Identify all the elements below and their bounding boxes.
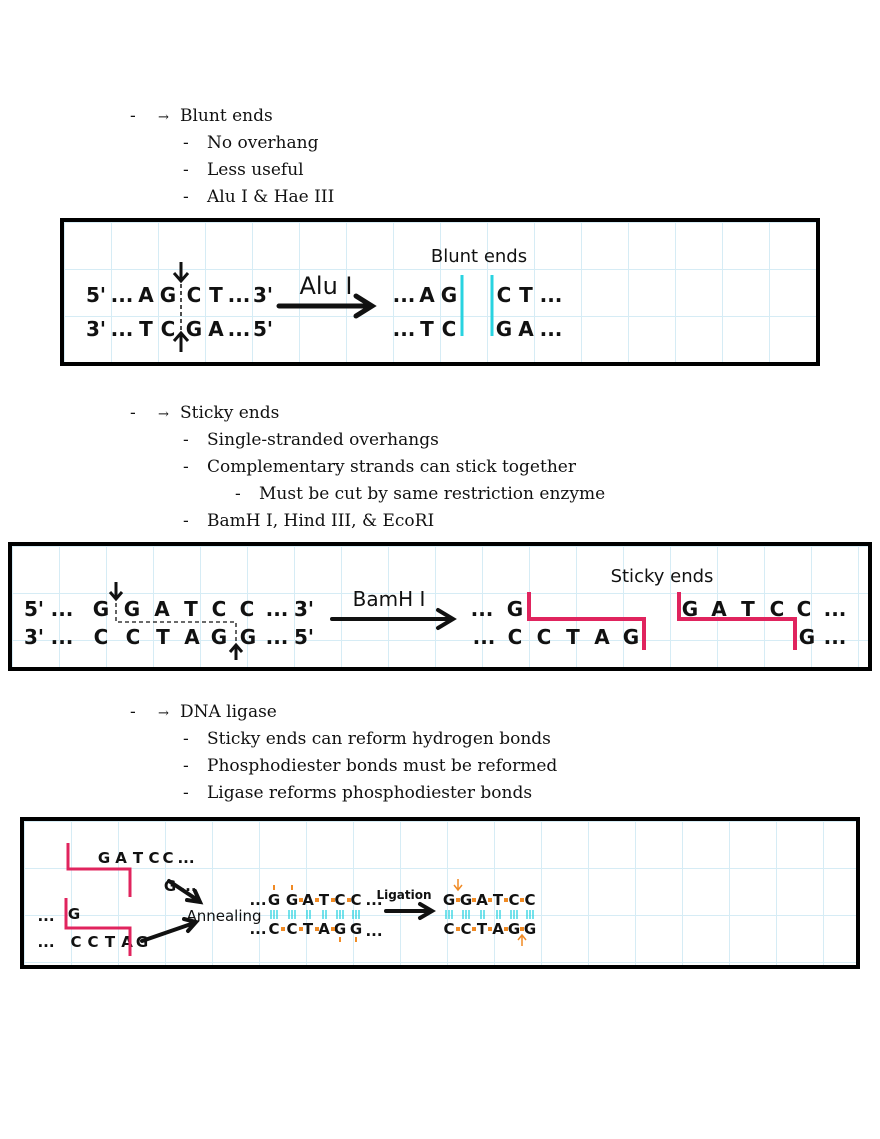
ellipsis: ... [179,877,197,895]
list-item: Sticky ends can reform hydrogen bonds [207,729,551,749]
five-prime-label: 5' [252,317,274,341]
base: G [97,849,111,867]
blunt-ends-diagram [60,218,820,366]
five-prime-label: 5' [85,283,107,307]
arrow-icon: → [158,706,169,721]
ellipsis: ... [110,317,134,341]
result-label: Blunt ends [430,246,528,267]
base: C [268,920,280,938]
three-prime-label: 3' [85,317,107,341]
enzyme-label: BamH I [352,587,426,611]
bullet-dash: - [183,430,189,450]
base: C [508,891,520,909]
ellipsis: ... [539,317,563,341]
ligation-diagram [20,817,860,969]
base: G [440,283,458,307]
base: A [476,891,488,909]
ellipsis: ... [265,597,289,621]
ellipsis: ... [177,849,195,867]
ellipsis: ... [50,625,74,649]
blunt-heading: Blunt ends [180,106,273,126]
sticky-heading: Sticky ends [180,403,280,423]
bullet-dash: - [183,187,189,207]
ellipsis: ... [50,597,74,621]
ellipsis: ... [392,317,416,341]
arrow-icon: → [158,407,169,422]
base: C [160,317,176,341]
ellipsis: ... [249,891,267,909]
bullet-dash: - [130,106,136,126]
base: G [135,933,149,951]
ellipsis: ... [227,283,251,307]
base: T [184,597,198,621]
base: T [209,283,223,307]
base: A [208,317,224,341]
list-item: Less useful [207,160,304,180]
base: C [211,597,227,621]
bullet-dash: - [235,484,241,504]
base: T [104,933,116,951]
base: A [302,891,314,909]
base: T [492,891,504,909]
base: C [524,891,536,909]
base: G [507,920,521,938]
base: G [285,891,299,909]
five-prime-label: 5' [23,597,45,621]
bullet-dash: - [183,511,189,531]
base: C [125,625,141,649]
list-item: Ligase reforms phosphodiester bonds [207,783,533,803]
base: G [123,597,141,621]
ellipsis: ... [37,933,55,951]
bullet-dash: - [183,160,189,180]
hydrogen-bonds [271,910,359,919]
three-prime-label: 3' [293,597,315,621]
base: A [115,849,127,867]
base: G [523,920,537,938]
three-prime-label: 3' [23,625,45,649]
ligase-heading: DNA ligase [180,702,277,722]
base: C [334,891,346,909]
base: G [163,877,177,895]
base: C [769,597,785,621]
base: G [239,625,257,649]
base: T [139,317,153,341]
ellipsis: ... [472,625,496,649]
base: C [796,597,812,621]
base: G [333,920,347,938]
ligation-arrow-icon [386,904,432,918]
ellipsis: ... [539,283,563,307]
base: A [184,625,200,649]
base: A [318,920,330,938]
annealing-label: Annealing [186,907,262,925]
base: G [622,625,640,649]
base: C [460,920,472,938]
base: T [566,625,580,649]
base: A [419,283,435,307]
base: G [681,597,699,621]
enzyme-label: Alu I [299,272,353,300]
base: T [476,920,488,938]
bullet-dash: - [183,729,189,749]
base: T [741,597,755,621]
base: C [70,933,82,951]
base: C [507,625,523,649]
ellipsis: ... [365,891,383,909]
base: G [459,891,473,909]
ellipsis: ... [249,920,267,938]
cut-arrow-down-icon [174,262,188,281]
base: T [420,317,434,341]
list-item: BamH I, Hind III, & EcoRI [207,511,435,531]
five-prime-label: 5' [293,625,315,649]
base: G [159,283,177,307]
ellipsis: ... [823,597,847,621]
base: C [162,849,174,867]
ellipsis: ... [365,922,383,940]
bullet-dash: - [130,403,136,423]
base: C [186,283,202,307]
base: C [286,920,298,938]
base: T [318,891,330,909]
bullet-dash: - [183,756,189,776]
base: G [798,625,816,649]
base: C [148,849,160,867]
base: C [239,597,255,621]
base: A [138,283,154,307]
base: A [518,317,534,341]
base: A [121,933,133,951]
ellipsis: ... [110,283,134,307]
base: G [506,597,524,621]
base: G [442,891,456,909]
base: C [443,920,455,938]
base: C [441,317,457,341]
base: G [92,597,110,621]
base: T [156,625,170,649]
base: G [185,317,203,341]
ellipsis: ... [392,283,416,307]
list-item: Phosphodiester bonds must be reformed [207,756,558,776]
list-item: Complementary strands can stick together [207,457,576,477]
three-prime-label: 3' [252,283,274,307]
bullet-dash: - [183,457,189,477]
cut-arrow-down-icon [110,582,122,599]
ellipsis: ... [265,625,289,649]
base: G [267,891,281,909]
base: G [67,905,81,923]
ellipsis: ... [227,317,251,341]
base: T [132,849,144,867]
ligation-site-arrow-icon [454,879,462,890]
base: C [350,891,362,909]
bullet-dash: - [183,133,189,153]
base: C [87,933,99,951]
base: C [536,625,552,649]
base: A [711,597,727,621]
base: A [154,597,170,621]
ligation-label: Ligation [376,888,432,902]
list-item: Single-stranded overhangs [207,430,439,450]
bullet-dash: - [130,702,136,722]
base: G [495,317,513,341]
reaction-arrow-icon [332,610,453,628]
list-item: Alu I & Hae III [207,187,335,207]
base: C [496,283,512,307]
ellipsis: ... [37,907,55,925]
base: A [492,920,504,938]
base: C [93,625,109,649]
base: G [210,625,228,649]
result-label: Sticky ends [610,566,714,587]
arrow-icon: → [158,110,169,125]
base: G [349,920,363,938]
bullet-dash: - [183,783,189,803]
base: T [519,283,533,307]
sticky-ends-diagram [8,542,872,671]
base: A [594,625,610,649]
ellipsis: ... [470,597,494,621]
list-subitem: Must be cut by same restriction enzyme [259,484,606,504]
hydrogen-bonds [446,910,533,919]
ellipsis: ... [823,625,847,649]
base: T [302,920,314,938]
list-item: No overhang [207,133,319,153]
